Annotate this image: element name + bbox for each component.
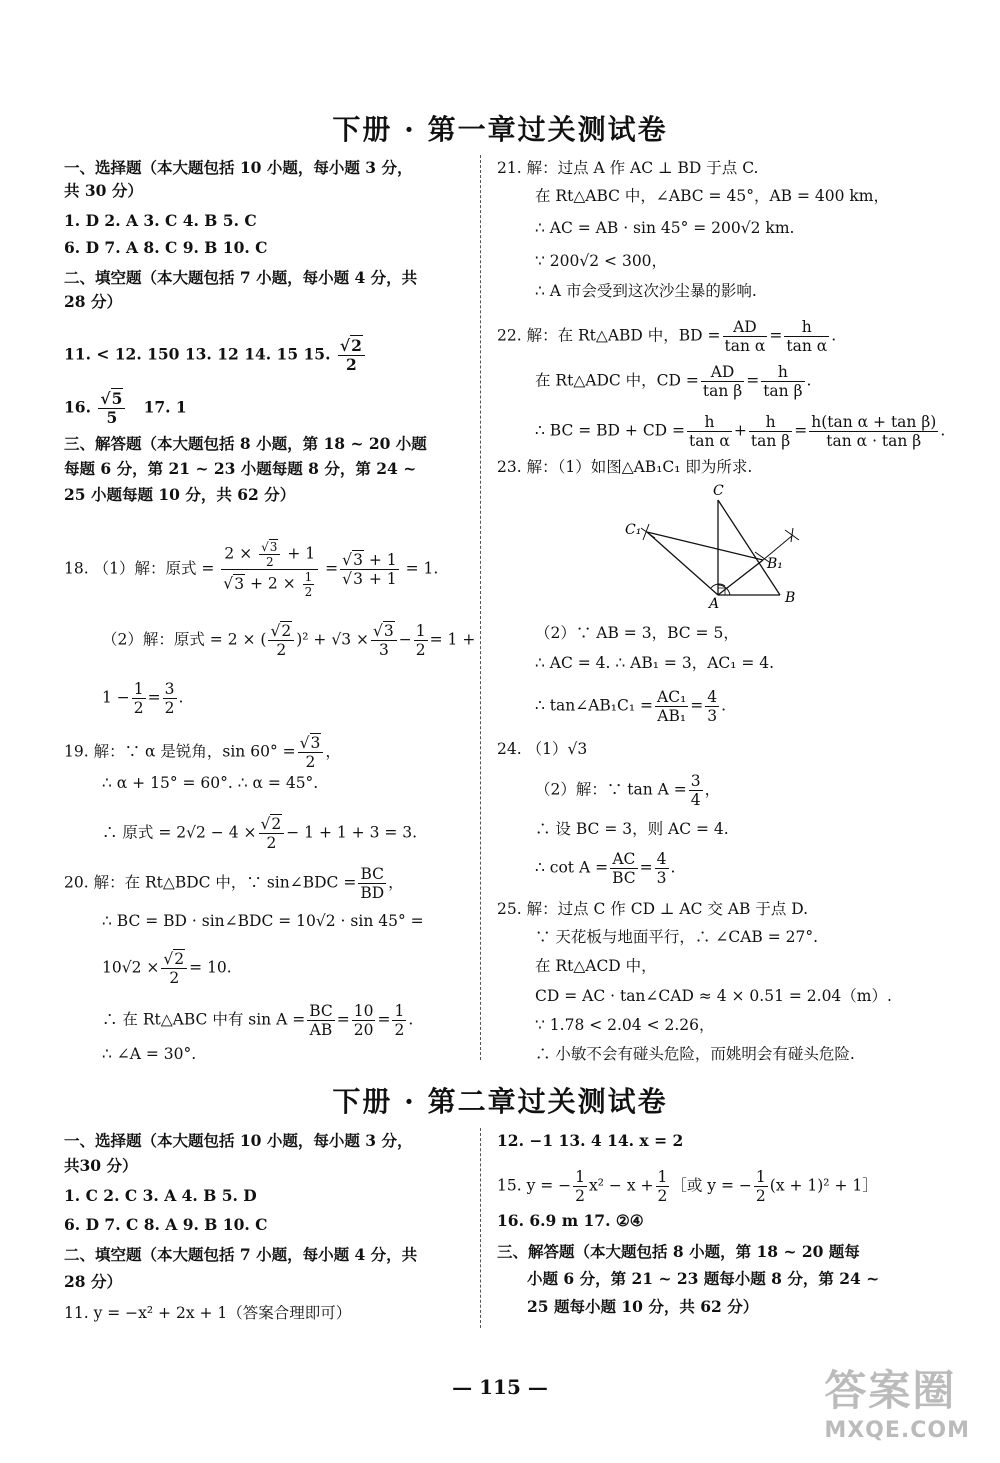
section-heading-cont: 28 分）: [64, 292, 122, 311]
q18-simplified-fraction: $\frac{√3 + 1}{√3 + 1}$: [342, 551, 397, 588]
q19-line3: [102, 815, 417, 852]
column-divider: [480, 1128, 481, 1328]
q18-part2-text: = 1 +: [429, 630, 476, 649]
q22-line1: 22. 解：在 Rt△ABD 中，BD = $\frac{AD}{\text{tan α}}$ = $\frac{h}{\text{tan α}}$ .: [497, 318, 837, 355]
section-heading-cont: 共30 分）: [64, 1156, 138, 1175]
fill-answers-text: 17. 1: [143, 397, 187, 417]
q25-line4: CD = AC · tan∠CAD ≈ 4 × 0.51 = 2.04（m）.: [535, 987, 892, 1005]
fraction: $\frac{1}{2}$: [575, 1168, 586, 1205]
watermark-url: MXQE.COM: [824, 1418, 970, 1443]
q21-line3: ∴ AC = AB · sin 45° = 200√2 km.: [535, 219, 795, 237]
fraction: $\frac{√2}{2}$: [268, 622, 294, 659]
fraction: $\frac{h}{\text{tan α}}$: [689, 413, 730, 450]
fraction: $\frac{1}{2}$: [394, 1002, 405, 1039]
q24-text: （2）解：∵ tan A =: [535, 780, 687, 799]
fig-label-C: C: [713, 483, 724, 499]
choice-answers-row: 1. C 2. C 3. A 4. B 5. D: [64, 1186, 257, 1205]
column-divider: [480, 155, 481, 1060]
choice-answers-row: 6. D 7. C 8. A 9. B 10. C: [64, 1215, 268, 1234]
fraction: $\frac{4}{3}$: [707, 688, 718, 725]
q25-line6: ∴ 小敏不会有碰头危险，而姚明会有碰头危险.: [535, 1045, 855, 1063]
q20-line1: 20. 解：在 Rt△BDC 中，∵ sin∠BDC = $\frac{BC}{BD}$ ，: [64, 865, 404, 902]
q20-line3: [102, 950, 232, 987]
fraction: $\frac{BC}{AB}$: [309, 1002, 333, 1039]
q20-text: = 10.: [189, 958, 232, 977]
q21-line2: 在 Rt△ABC 中，∠ABC = 45°，AB = 400 km，: [535, 187, 889, 205]
q21-line5: ∴ A 市会受到这次沙尘暴的影响.: [535, 282, 757, 300]
q20-line4: ∴ 在 Rt△ABC 中有 sin A = $\frac{BC}{AB}$ = $\frac{10}{20}$ = $\frac{1}{2}$ .: [102, 1002, 414, 1039]
q23-line3: ∴ AC = 4. ∴ AB₁ = 3，AC₁ = 4.: [535, 654, 775, 672]
q20-text: 10√2 ×: [102, 958, 160, 977]
chapter2-title: 下册 · 第二章过关测试卷: [332, 1085, 668, 1118]
q24-line4: ∴ cot A = $\frac{AC}{BC}$ = $\frac{4}{3}$ .: [535, 850, 676, 887]
q18-part2-text: 1 −: [102, 688, 130, 707]
f15-text: (x + 1)² + 1］: [769, 1176, 878, 1195]
f15-text: x² − x +: [589, 1176, 654, 1195]
q22-text: 22. 解：在 Rt△ABD 中，BD =: [497, 326, 721, 345]
fraction: $\frac{h}{\text{tan α}}$: [786, 318, 828, 355]
q23-line1: 23. 解：（1）如图△AB₁C₁ 即为所求.: [497, 458, 753, 476]
q25-line5: ∵ 1.78 < 2.04 < 2.26，: [535, 1016, 715, 1034]
choice-answers-row: 6. D 7. A 8. C 9. B 10. C: [64, 238, 268, 257]
fraction: $\frac{3}{2}$: [164, 680, 175, 717]
section-heading: 二、填空题（本大题包括 7 小题，每小题 4 分，共: [64, 1245, 418, 1264]
section-heading-cont: 共 30 分）: [64, 181, 143, 200]
fraction: $\frac{1}{2}$: [133, 680, 144, 717]
fraction: $\frac{1}{2}$: [657, 1168, 668, 1205]
q18-result: = 1.: [405, 559, 439, 578]
q19-text: − 1 + 1 + 3 = 3.: [286, 823, 418, 842]
q18-part2-text: （2）解：原式 = 2 × (: [102, 630, 267, 649]
section-heading: 三、解答题（本大题包括 8 小题，第 18 ~ 20 小题: [64, 434, 427, 453]
q23-line2: （2）∵ AB = 3，BC = 5，: [535, 624, 739, 642]
fraction: $\frac{√3}{2}$: [298, 734, 324, 771]
q18-part2-cont: 1 − $\frac{1}{2}$ = $\frac{3}{2}$ .: [102, 680, 184, 717]
choice-answers-row: 1. D 2. A 3. C 4. B 5. C: [64, 211, 257, 230]
section-heading-cont: 每题 6 分，第 21 ~ 23 小题每题 8 分，第 24 ~: [64, 459, 417, 478]
q24-line2: （2）解：∵ tan A = $\frac{3}{4}$ ，: [535, 772, 721, 809]
fraction: $\frac{AC}{BC}$: [612, 850, 636, 887]
section-heading-cont: 28 分）: [64, 1272, 122, 1291]
q24-text: ∴ cot A =: [535, 858, 609, 877]
q25-line1: 25. 解：过点 C 作 CD ⊥ AC 交 AB 于点 D.: [497, 900, 809, 918]
fraction-sqrt5-over-5: $\frac{√5}{5}$: [98, 390, 125, 427]
fraction: $\frac{h}{\text{tan β}}$: [750, 413, 791, 450]
q20-line2: ∴ BC = BD · sin∠BDC = 10√2 · sin 45° =: [102, 912, 424, 930]
f15-text: ［或 y = −: [671, 1176, 752, 1195]
section-heading: 二、填空题（本大题包括 7 小题，每小题 4 分，共: [64, 268, 418, 287]
q21-line1: 21. 解：过点 A 作 AC ⊥ BD 于点 C.: [497, 159, 759, 177]
q18-part2-text: −: [398, 630, 412, 649]
q22-line3: ∴ BC = BD + CD = $\frac{h}{\text{tan α}}$ + $\frac{h}{\text{tan β}}$ = $\frac{\text{h(tan α + tan β)}}{\text{tan α · tan β}}$ .: [535, 413, 946, 450]
fraction: $\frac{3}{4}$: [690, 772, 701, 809]
fraction: $\frac{√3}{3}$: [371, 622, 397, 659]
q19-text: 19. 解：∵ α 是锐角，sin 60° =: [64, 742, 296, 761]
page-number: — 115 —: [452, 1375, 548, 1399]
q18-part2: [102, 622, 475, 659]
q23-triangle-figure: [615, 480, 815, 610]
q18-part1: 18. （1）解：原式 = 2 × $\frac{√3}{2}$ + 1 √3 + 2 × $\frac{1}{2}$ = $\frac{√3 + 1}{√3 + 1}$ = 1.: [64, 540, 439, 599]
section-heading-cont: 25 小题每题 10 分，共 62 分）: [64, 485, 296, 504]
q19-text: ∴ 原式 = 2√2 − 4 ×: [102, 823, 257, 842]
fraction: $\frac{AD}{\text{tan α}}$: [724, 318, 766, 355]
fill-answers-row: 16. 6.9 m 17. ②④: [497, 1211, 644, 1230]
fill-answers-text: 11. < 12. 150 13. 12 14. 15 15.: [64, 344, 331, 364]
fill-answers-row: 12. −1 13. 4 14. x = 2: [497, 1131, 684, 1150]
fraction: $\frac{√2}{2}$: [161, 950, 187, 987]
fraction: $\frac{h}{\text{tan β}}$: [763, 363, 803, 400]
q20-text: ∴ 在 Rt△ABC 中有 sin A =: [102, 1010, 306, 1029]
q19-line1: 19. 解：∵ α 是锐角，sin 60° = $\frac{√3}{2}$ ，: [64, 734, 341, 771]
watermark-text: 答案圈: [824, 1366, 957, 1415]
q20-line5: ∴ ∠A = 30°.: [102, 1045, 197, 1063]
q22-line2: 在 Rt△ADC 中，CD = $\frac{AD}{\text{tan β}}$ = $\frac{h}{\text{tan β}}$ .: [535, 363, 812, 400]
chapter1-title: 下册 · 第一章过关测试卷: [332, 113, 668, 146]
fill-answer-15: [497, 1168, 878, 1205]
fraction: $\frac{BC}{BD}$: [360, 865, 385, 902]
fig-label-B: B: [785, 590, 796, 606]
fig-label-B1: B₁: [767, 556, 783, 572]
q18-compound-fraction: 2 × $\frac{√3}{2}$ + 1 √3 + 2 × $\frac{1}{2}$: [221, 540, 318, 599]
fraction: $\frac{10}{20}$: [353, 1002, 374, 1039]
section-heading-cont: 25 题每小题 10 分，共 62 分）: [527, 1297, 759, 1316]
fraction: $\frac{4}{3}$: [656, 850, 667, 887]
fill-answers-row: [64, 390, 187, 427]
q25-line2: ∵ 天花板与地面平行，∴ ∠CAB = 27°.: [535, 928, 819, 946]
fig-label-C1: C₁: [625, 522, 642, 538]
f15-text: 15. y = −: [497, 1176, 572, 1195]
fraction: $\frac{1}{2}$: [415, 622, 426, 659]
fig-label-A: A: [709, 596, 720, 610]
fill-answer-11: 11. y = −x² + 2x + 1（答案合理即可）: [64, 1304, 352, 1322]
q18-part2-text: )² + √3 ×: [296, 630, 369, 649]
q18-part2-text: =: [147, 688, 161, 707]
fraction: $\frac{\text{AC₁}}{\text{AB₁}}$: [657, 688, 687, 725]
q23-text: ∴ tan∠AB₁C₁ =: [535, 696, 654, 715]
q23-line4: ∴ tan∠AB₁C₁ = $\frac{\text{AC₁}}{\text{AB₁}}$ = $\frac{4}{3}$ .: [535, 688, 727, 725]
fraction: $\frac{\text{h(tan α + tan β)}}{\text{tan α · tan β}}$: [811, 413, 937, 450]
q22-text: 在 Rt△ADC 中，CD =: [535, 371, 699, 390]
q19-line2: ∴ α + 15° = 60°. ∴ α = 45°.: [102, 774, 319, 792]
fill-answers-row: [64, 337, 367, 374]
fill-answers-text: 16.: [64, 397, 91, 417]
q18-label: 18. （1）解：原式 =: [64, 559, 215, 578]
q21-line4: ∵ 200√2 < 300，: [535, 252, 668, 270]
fraction: $\frac{√2}{2}$: [259, 815, 285, 852]
q24-line1: 24. （1）√3: [497, 740, 588, 758]
q25-line3: 在 Rt△ACD 中，: [535, 957, 657, 975]
section-heading-cont: 小题 6 分，第 21 ~ 23 题每小题 8 分，第 24 ~: [527, 1269, 880, 1288]
section-heading: 三、解答题（本大题包括 8 小题，第 18 ~ 20 题每: [497, 1242, 860, 1261]
fraction: $\frac{1}{2}$: [755, 1168, 766, 1205]
section-heading: 一、选择题（本大题包括 10 小题，每小题 3 分，: [64, 158, 413, 177]
q20-text: 20. 解：在 Rt△BDC 中，∵ sin∠BDC =: [64, 873, 357, 892]
q22-text: ∴ BC = BD + CD =: [535, 421, 686, 440]
fraction-sqrt2-over-2: $\frac{√2}{2}$: [338, 337, 365, 374]
q24-line3: ∴ 设 BC = 3，则 AC = 4.: [535, 820, 729, 838]
section-heading: 一、选择题（本大题包括 10 小题，每小题 3 分，: [64, 1131, 413, 1150]
watermark-logo: [824, 1358, 970, 1443]
fraction: $\frac{AD}{\text{tan β}}$: [702, 363, 743, 400]
